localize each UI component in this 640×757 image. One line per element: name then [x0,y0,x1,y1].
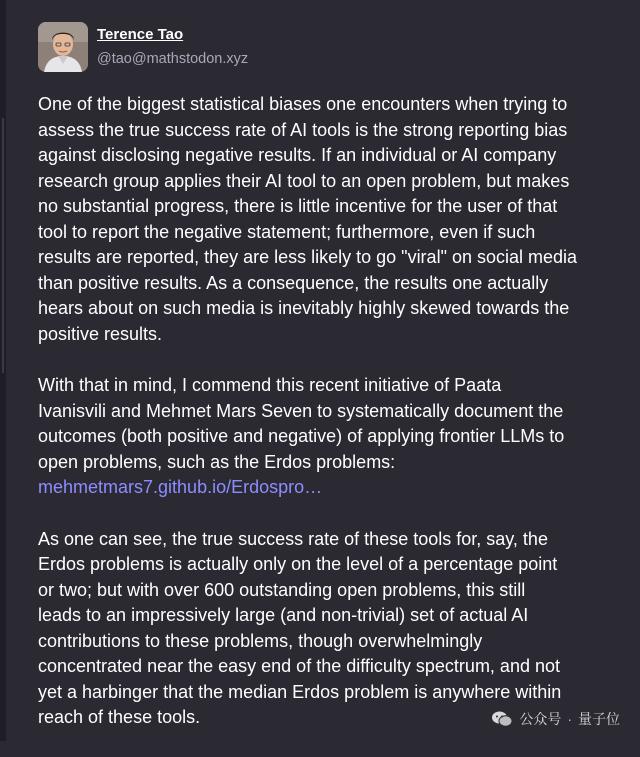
text-line: or two; but with over 600 outstanding open problems, this still [38,579,526,600]
author-name[interactable]: Terence Tao [97,26,184,43]
watermark-separator: · [567,711,572,727]
left-border [0,0,6,741]
text-line: no substantial progress, there is little incentive for the user of that [38,196,558,216]
text-line: With that in mind, I commend this recent initiative of Paata [38,375,502,395]
paragraph-2 [38,373,638,501]
watermark-account-label: 公众号 [519,711,562,727]
paragraph-1 [38,92,638,347]
paragraph-3 [38,527,638,731]
scroll-indicator [2,118,4,373]
text-line: reach of these tools. [38,707,201,727]
text-line: yet a harbinger that the median Erdos problem is anywhere within [38,681,562,702]
text-line: than positive results. As a consequence, the results one actually [38,272,549,293]
text-line: contributions to these problems, though overwhelmingly [38,630,483,651]
text-line: tool to report the negative statement; furthermore, even if such [38,221,536,242]
text-line: Erdos problems is actually only on the level of a percentage point [38,554,558,574]
text-line: Ivanisvili and Mehmet Mars Seven to systematically document the [38,400,564,421]
text-line: hears about on such media is inevitably highly skewed towards the [38,298,570,318]
watermark-account-name: 量子位 [578,711,620,727]
watermark [491,709,620,729]
text-line: As one can see, the true success rate of these tools for, say, the [38,528,548,549]
text-line: assess the true success rate of AI tools is the strong reporting bias [38,119,568,140]
wechat-icon [491,710,513,728]
text-line: results are reported, they are less likely to go "viral" on social media [38,247,578,267]
text-line: outcomes (both positive and negative) of applying frontier LLMs to [38,426,565,446]
text-line: positive results. [38,323,163,344]
text-line: concentrated near the easy end of the difficulty spectrum, and not [38,656,560,676]
erdos-problems-link[interactable]: mehmetmars7.github.io/Erdospro… [38,477,323,497]
author-handle: @tao@mathstodon.xyz [97,51,249,67]
text-line: against disclosing negative results. If an individual or AI company [38,145,557,165]
text-line: open problems, such as the Erdos problems: [38,451,396,472]
avatar-portrait-icon [38,22,88,72]
avatar[interactable] [38,22,88,72]
text-line: research group applies their AI tool to an open problem, but makes [38,170,570,191]
text-line: One of the biggest statistical biases one encounters when trying to [38,94,568,114]
text-line: leads to an impressively large (and non-trivial) set of actual AI [38,605,529,625]
post-content [38,92,638,757]
